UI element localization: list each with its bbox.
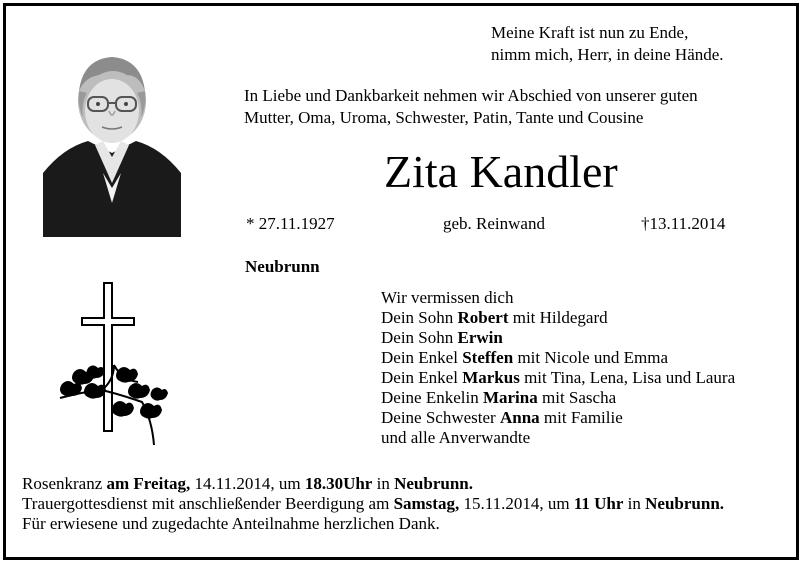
- location: Neubrunn.: [394, 474, 473, 493]
- verse-line: Meine Kraft ist nun zu Ende,: [491, 23, 689, 42]
- day: Samstag,: [393, 494, 460, 513]
- mourner-relation: Dein Sohn: [381, 328, 458, 347]
- verse-quote: [491, 22, 724, 66]
- mourner-line: [381, 288, 735, 308]
- mourner-line: [381, 308, 735, 328]
- hometown: Neubrunn: [245, 257, 320, 276]
- mourner-name: Anna: [499, 408, 540, 427]
- mourner-relation: und alle Anverwandte: [381, 428, 531, 447]
- mourner-line: [381, 428, 735, 448]
- day: am Freitag,: [106, 474, 191, 493]
- mourner-line: [381, 328, 735, 348]
- deceased-name: Zita Kandler: [384, 146, 618, 197]
- mourner-relation: Dein Enkel: [381, 348, 463, 367]
- text: in: [372, 474, 395, 493]
- mourners-list: [381, 288, 735, 448]
- intro-line: Mutter, Oma, Uroma, Schwester, Patin, Tante und Cousine: [244, 108, 644, 127]
- time: 18.30Uhr: [304, 474, 373, 493]
- intro-text: [244, 85, 698, 129]
- rosary-line: [22, 474, 724, 494]
- text: 14.11.2014, um: [190, 474, 305, 493]
- portrait-photo: [43, 53, 181, 237]
- mourner-companions: mit Hildegard: [508, 308, 608, 327]
- mourner-relation: Dein Enkel: [381, 368, 463, 387]
- service-details: [22, 474, 724, 534]
- mourner-companions: mit Sascha: [537, 388, 617, 407]
- mourner-name: Markus: [462, 368, 520, 387]
- intro-line: In Liebe und Dankbarkeit nehmen wir Abschied von unserer guten: [244, 86, 698, 105]
- maiden-name: geb. Reinwand: [443, 214, 545, 233]
- verse-line: nimm mich, Herr, in deine Hände.: [491, 45, 724, 64]
- birth-date: * 27.11.1927: [246, 214, 335, 233]
- cross-with-ivy-icon: [52, 280, 170, 450]
- mourner-relation: Deine Enkelin: [381, 388, 483, 407]
- mourner-companions: mit Familie: [539, 408, 623, 427]
- location: Neubrunn.: [645, 494, 725, 513]
- text: in: [623, 494, 646, 513]
- thanks-line: Für erwiesene und zugedachte Anteilnahme herzlichen Dank.: [22, 514, 440, 533]
- mourner-name: Marina: [482, 388, 538, 407]
- text: Trauergottesdienst mit anschließender Beerdigung am: [22, 494, 394, 513]
- text: Rosenkranz: [22, 474, 107, 493]
- text: 15.11.2014, um: [459, 494, 574, 513]
- mourner-line: [381, 388, 735, 408]
- mourner-line: [381, 348, 735, 368]
- mourner-line: [381, 408, 735, 428]
- funeral-line: [22, 494, 724, 514]
- mourner-name: Robert: [457, 308, 509, 327]
- mourner-name: Steffen: [462, 348, 514, 367]
- death-date: †13.11.2014: [641, 214, 726, 233]
- mourner-line: [381, 368, 735, 388]
- mourner-relation: Dein Sohn: [381, 308, 458, 327]
- mourner-relation: Wir vermissen dich: [381, 288, 514, 307]
- mourner-relation: Deine Schwester: [381, 408, 500, 427]
- time: 11 Uhr: [573, 494, 624, 513]
- mourner-companions: mit Tina, Lena, Lisa und Laura: [519, 368, 736, 387]
- mourner-companions: mit Nicole und Emma: [513, 348, 669, 367]
- mourner-name: Erwin: [457, 328, 503, 347]
